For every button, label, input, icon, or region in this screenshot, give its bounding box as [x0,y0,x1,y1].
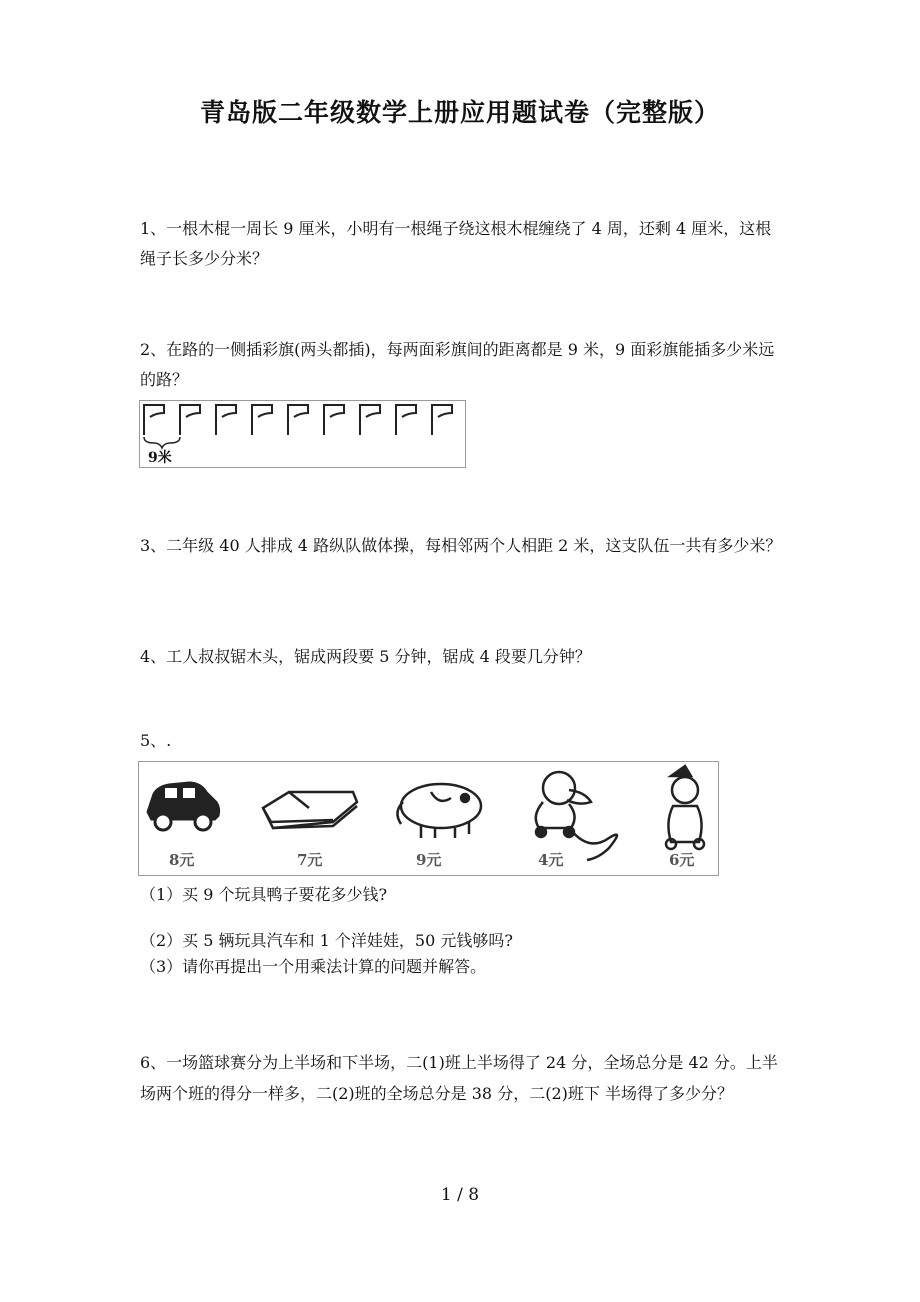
elephant-price: 9元 [416,851,442,869]
pencil-box-price: 7元 [297,851,323,869]
question-5: 5、. [140,731,172,750]
question-5-part-2: （2）买 5 辆玩具汽车和 1 个洋娃娃，50 元钱够吗? [140,931,513,950]
flag-5 [288,405,308,435]
flag-1 [144,405,164,435]
toy-duck [536,772,617,860]
question-1: 1、一根木棍一周长 9 厘米，小明有一根绳子绕这根木棍缠绕了 4 周，还剩 4 厘米，这根绳子长多少分米？ [140,219,772,268]
flag-6 [324,405,344,435]
toys-figure [138,761,719,876]
flag-8 [396,405,416,435]
car-price: 8元 [169,851,195,869]
flag-4 [252,405,272,435]
toy-pencil-box [263,792,357,828]
flag-9 [432,405,452,435]
question-2: 2、在路的一侧插彩旗(两头都插)，每两面彩旗间的距离都是 9 米，9 面彩旗能插多少米远的路？ [140,340,775,389]
flag-7 [360,405,380,435]
flags-illustration [140,401,465,467]
question-4: 4、工人叔叔锯木头，锯成两段要 5 分钟，锯成 4 段要几分钟？ [140,647,591,666]
question-6: 6、一场篮球赛分为上半场和下半场，二(1)班上半场得了 24 分，全场总分是 42 分。上半场两个班的得分一样多，二(2)班的全场总分是 38 分，二(2)班下 半场得了多少分？ [140,1053,778,1103]
distance-label: 9米 [148,450,172,466]
toy-car [147,782,220,830]
flags-figure [139,400,466,468]
question-3: 3、二年级 40 人排成 4 路纵队做体操，每相邻两个人相距 2 米，这支队伍一共有多少米？ [140,536,782,555]
flag-2 [180,405,200,435]
doll-price: 6元 [669,851,695,869]
duck-price: 4元 [538,851,564,869]
question-5-part-1: （1）买 9 个玩具鸭子要花多少钱? [140,885,388,904]
question-5-part-3: （3）请你再提出一个用乘法计算的问题并解答。 [140,957,487,976]
toy-doll [666,766,704,849]
page-title: 青岛版二年级数学上册应用题试卷（完整版） [199,98,720,127]
toy-elephant [397,784,481,838]
page-number: 1 / 8 [440,1185,480,1205]
flag-3 [216,405,236,435]
